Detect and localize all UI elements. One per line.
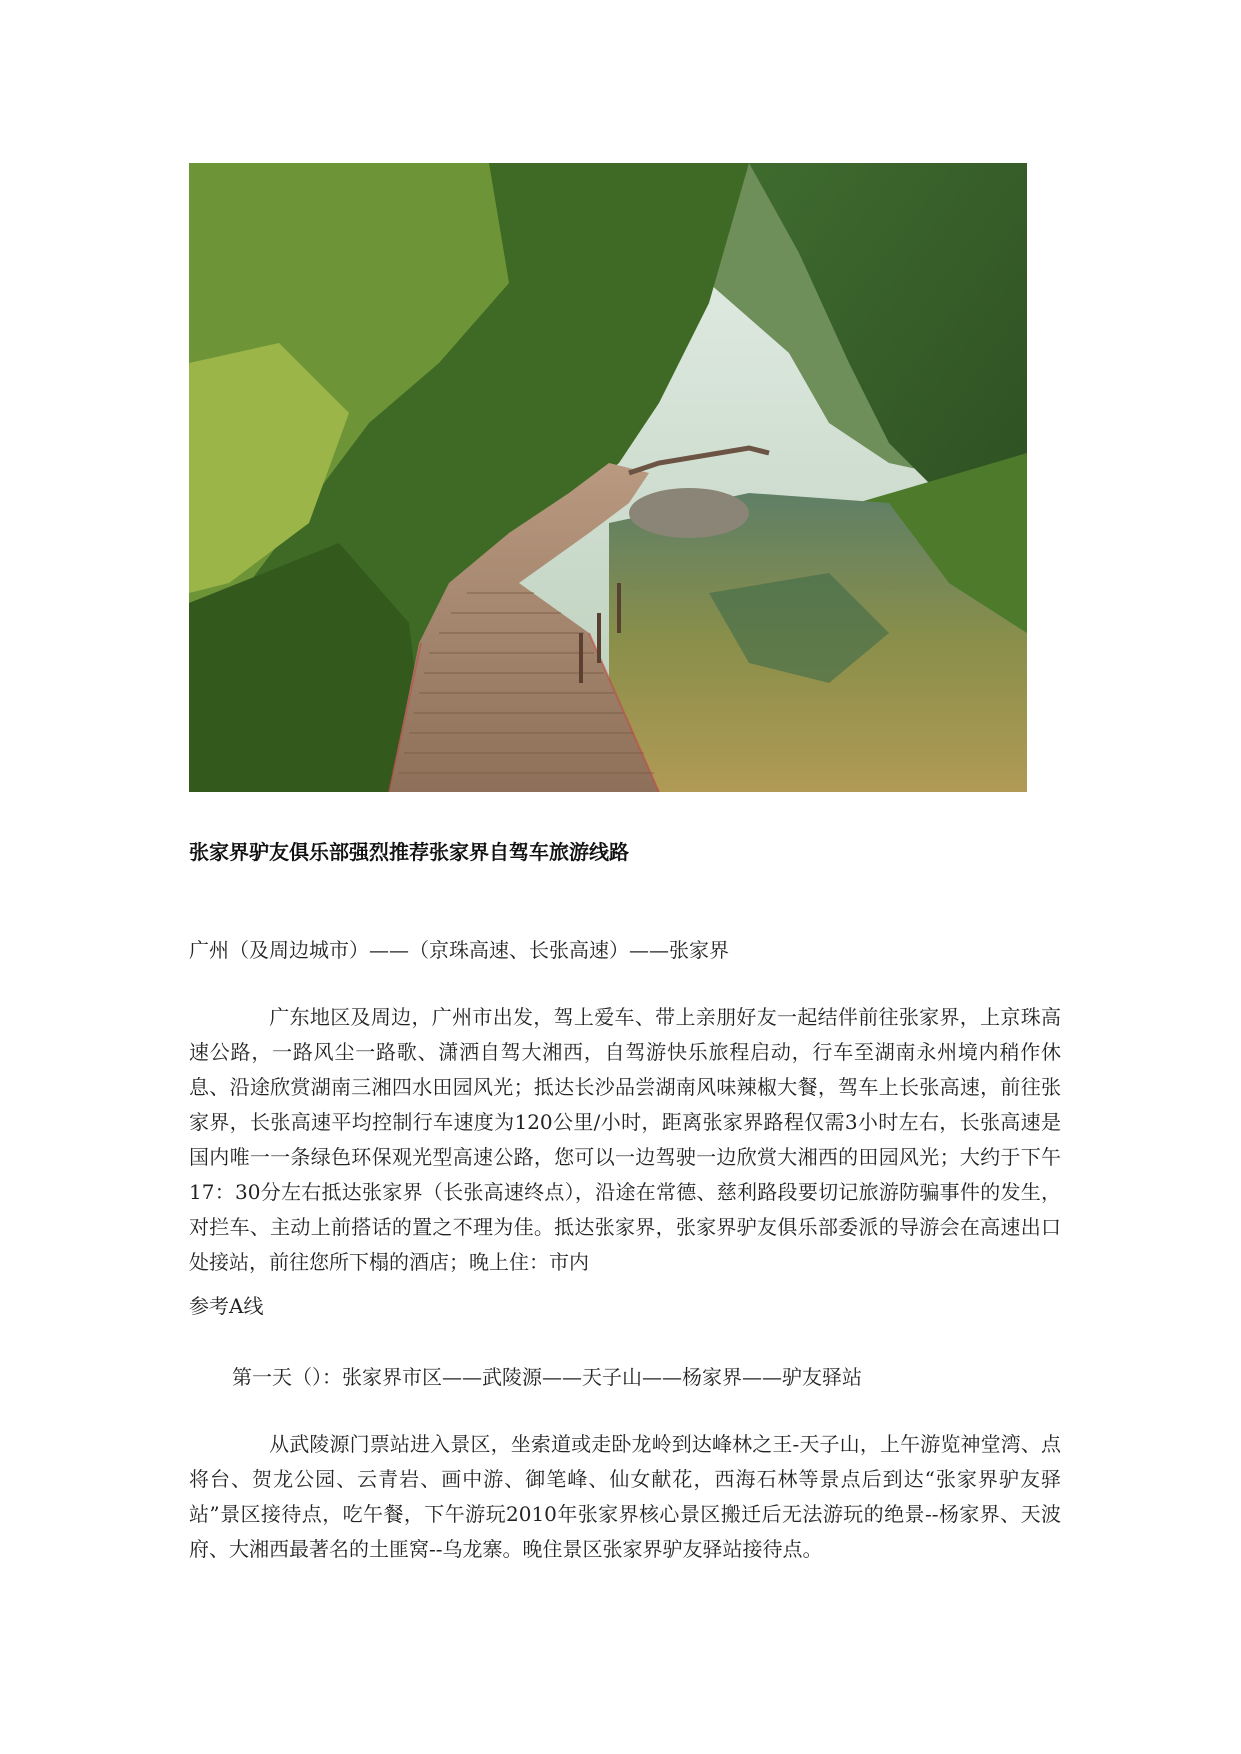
article-title: 张家界驴友俱乐部强烈推荐张家界自驾车旅游线路 <box>189 840 629 864</box>
reference-line: 参考A线 <box>189 1294 264 1318</box>
paragraph-2-text: 从武陵源门票站进入景区，坐索道或走卧龙岭到达峰林之王-天子山，上午游览神堂湾、点将台、贺龙公园、云青岩、画中游、御笔峰、仙女献花，西海石林等景点后到达“张家界驴友驿站”景区接待点，吃午餐，下午游玩2010年张家界核心景区搬迁后无法游玩的绝景--杨家界、天波府、大湘西最著名的土匪窝--乌龙寨。晚住景区张家界驴友驿站接待点。 <box>189 1432 1061 1561</box>
day1-description-paragraph <box>189 1427 1061 1567</box>
day1-heading: 第一天（）：张家界市区——武陵源——天子山——杨家界——驴友驿站 <box>232 1365 862 1389</box>
scenic-boardwalk-photo <box>189 163 1027 792</box>
route-description-paragraph <box>189 1000 1061 1280</box>
photo-illustration <box>189 163 1027 792</box>
route-heading: 广州（及周边城市）——（京珠高速、长张高速）——张家界 <box>189 938 729 962</box>
paragraph-1-text: 广东地区及周边，广州市出发，驾上爱车、带上亲朋好友一起结伴前往张家界，上京珠高速公路，一路风尘一路歌、潇洒自驾大湘西，自驾游快乐旅程启动，行车至湖南永州境内稍作休息、沿途欣赏湖南三湘四水田园风光；抵达长沙品尝湖南风味辣椒大餐，驾车上长张高速，前往张家界，长张高速平均控制行车速度为120公里/小时，距离张家界路程仅需3小时左右，长张高速是国内唯一一条绿色环保观光型高速公路，您可以一边驾驶一边欣赏大湘西的田园风光；大约于下午17：30分左右抵达张家界（长张高速终点），沿途在常德、慈利路段要切记旅游防骗事件的发生，对拦车、主动上前搭话的置之不理为佳。抵达张家界，张家界驴友俱乐部委派的导游会在高速出口处接站，前往您所下榻的酒店；晚上住：市内 <box>189 1005 1061 1274</box>
